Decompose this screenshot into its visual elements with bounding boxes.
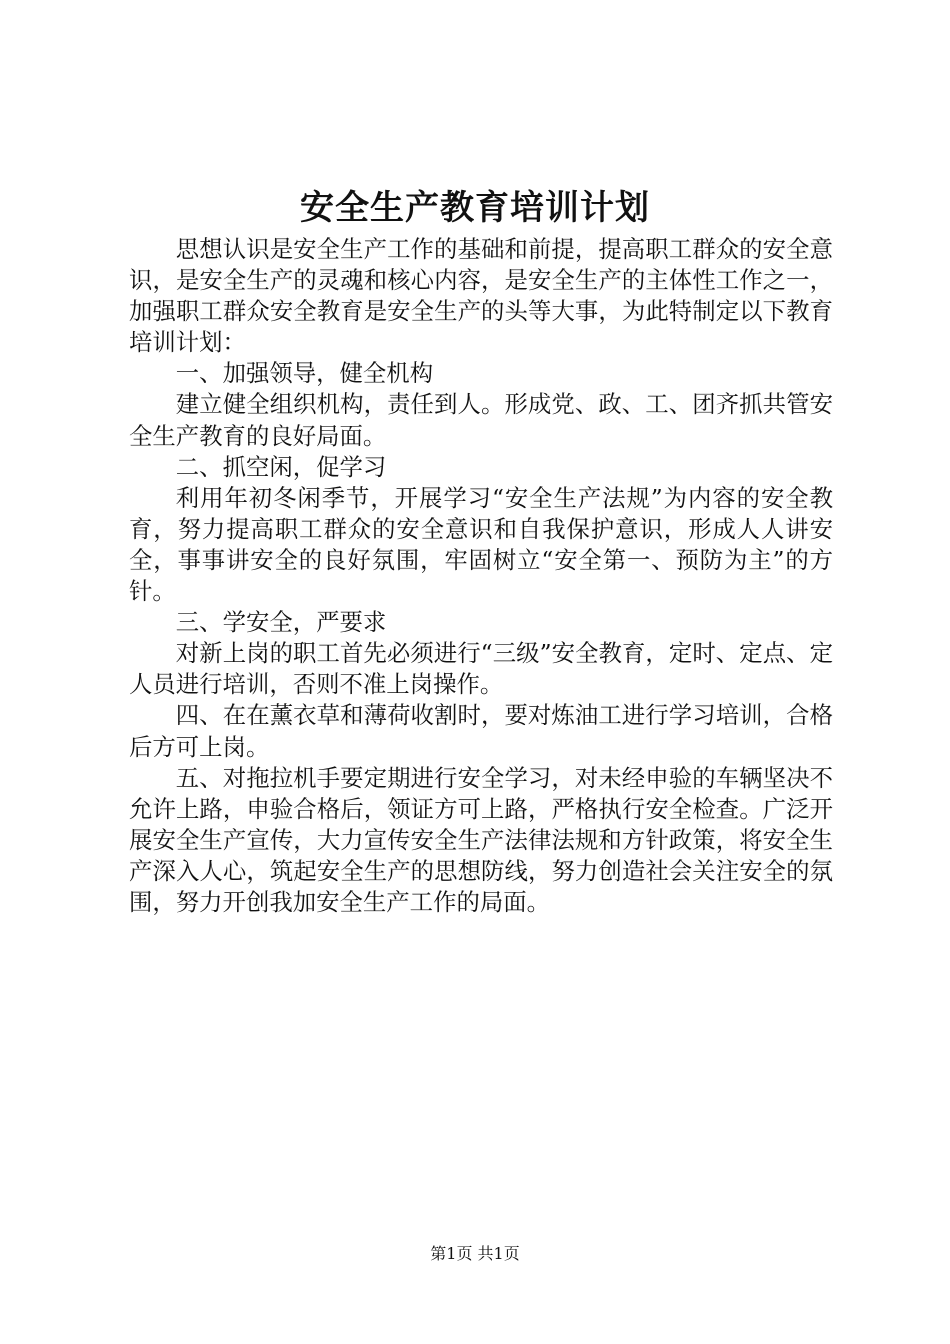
section-body-2: 利用年初冬闲季节，开展学习“安全生产法规”为内容的安全教育，努力提高职工群众的安全意识和自我保护意识，形成人人讲安全，事事讲安全的良好氛围，牢固树立“安全第一、预防为主”的方针。 [129, 483, 833, 606]
intro-paragraph: 思想认识是安全生产工作的基础和前提，提高职工群众的安全意识，是安全生产的灵魂和核心内容，是安全生产的主体性工作之一，加强职工群众安全教育是安全生产的头等大事，为此特制定以下教育培训计划： [129, 235, 833, 357]
section-body-3: 对新上岗的职工首先必须进行“三级”安全教育，定时、定点、定人员进行培训，否则不准上岗操作。 [129, 639, 833, 699]
section-heading-3: 三、学安全，严要求 [175, 608, 387, 637]
section-item-5: 五、对拖拉机手要定期进行安全学习，对未经申验的车辆坚决不允许上路，申验合格后，领证方可上路，严格执行安全检查。广泛开展安全生产宣传，大力宣传安全生产法律法规和方针政策，将安全生产深入人心，筑起安全生产的思想防线，努力创造社会关注安全的氛围，努力开创我加安全生产工作的局面。 [129, 763, 833, 916]
section-item-4: 四、在在薰衣草和薄荷收割时，要对炼油工进行学习培训，合格后方可上岗。 [129, 701, 833, 761]
page-footer: 第1页 共1页 [430, 1244, 520, 1263]
section-body-1: 建立健全组织机构，责任到人。形成党、政、工、团齐抓共管安全生产教育的良好局面。 [129, 390, 833, 450]
section-heading-1: 一、加强领导，健全机构 [175, 359, 434, 388]
section-heading-2: 二、抓空闲，促学习 [175, 452, 387, 481]
document-body [129, 234, 833, 918]
document-title: 安全生产教育培训计划 [300, 188, 650, 228]
